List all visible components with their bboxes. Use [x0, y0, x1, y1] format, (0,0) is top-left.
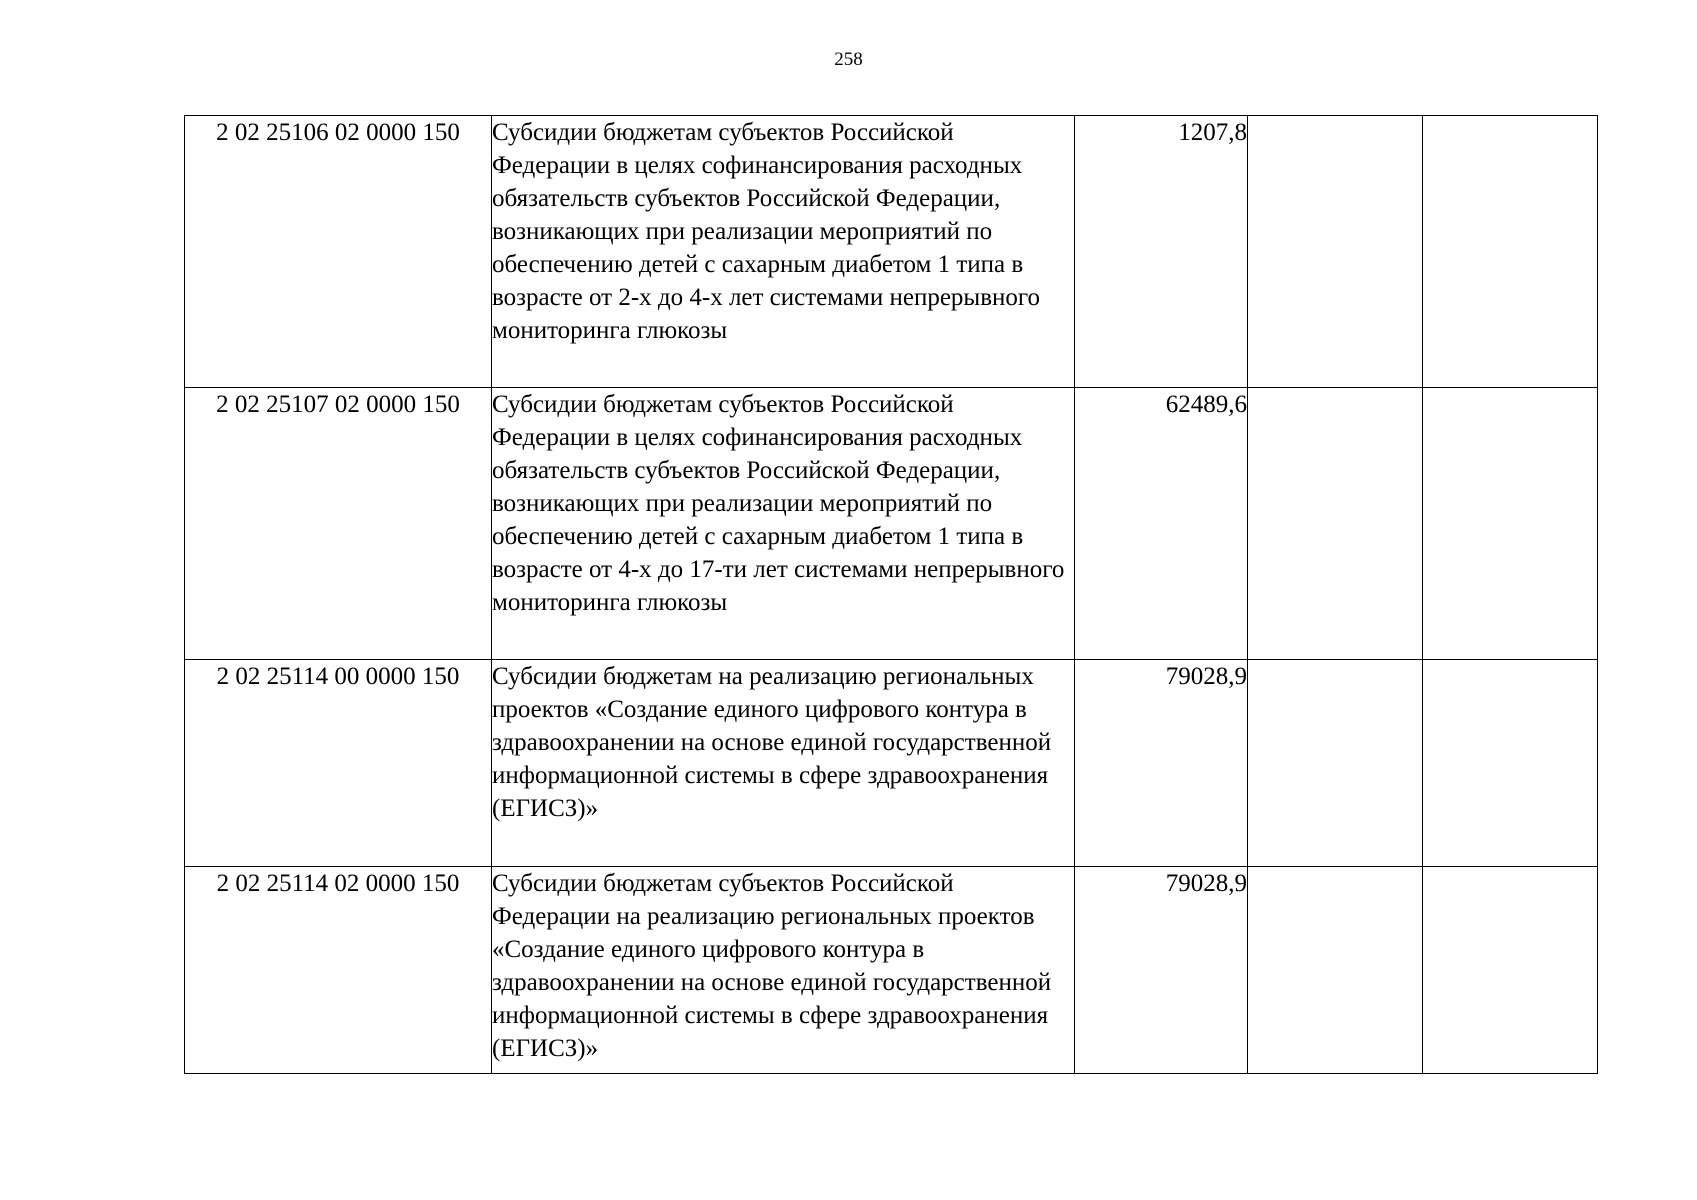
amount-value: 1207,8	[1178, 119, 1247, 146]
description-text: Субсидии бюджетам на реализацию региональных проектов «Создание единого цифрового контура в здравоохранении на основе единой государственной информационной системы в сфере здравоохранения (ЕГИСЗ)»	[492, 663, 1052, 822]
empty-cell	[1248, 867, 1423, 1074]
amount-cell	[1075, 660, 1248, 867]
empty-cell	[1248, 388, 1423, 660]
description-text: Субсидии бюджетам субъектов Российской Федерации на реализацию региональных проектов «Создание единого цифрового контура в здравоохранении на основе единой государственной информационной системы в сфере здравоохранения (ЕГИСЗ)»	[492, 870, 1052, 1062]
empty-cell	[1423, 388, 1598, 660]
table-row	[185, 660, 1598, 867]
budget-code-cell	[185, 867, 492, 1074]
table-row	[185, 116, 1598, 388]
description-cell	[492, 867, 1075, 1074]
description-text: Субсидии бюджетам субъектов Российской Федерации в целях софинансирования расходных обязательств субъектов Российской Федерации, возникающих при реализации мероприятий по обеспечению детей с сахарным диабетом 1 типа в возрасте от 4-х до 17-ти лет системами непрерывного мониторинга глюкозы	[492, 391, 1065, 616]
empty-cell	[1423, 116, 1598, 388]
description-cell	[492, 660, 1075, 867]
budget-code-cell	[185, 116, 492, 388]
empty-cell	[1248, 116, 1423, 388]
page-number: 258	[834, 49, 863, 70]
budget-code: 2 02 25106 02 0000 150	[216, 119, 460, 146]
description-cell	[492, 116, 1075, 388]
budget-table	[184, 115, 1598, 1074]
empty-cell	[1248, 660, 1423, 867]
table-row	[185, 867, 1598, 1074]
budget-code-cell	[185, 660, 492, 867]
description-text: Субсидии бюджетам субъектов Российской Федерации в целях софинансирования расходных обязательств субъектов Российской Федерации, возникающих при реализации мероприятий по обеспечению детей с сахарным диабетом 1 типа в возрасте от 2-х до 4-х лет системами непрерывного мониторинга глюкозы	[492, 119, 1041, 344]
budget-code: 2 02 25107 02 0000 150	[216, 391, 460, 418]
empty-cell	[1423, 660, 1598, 867]
amount-value: 79028,9	[1165, 870, 1247, 897]
amount-cell	[1075, 388, 1248, 660]
empty-cell	[1423, 867, 1598, 1074]
amount-cell	[1075, 867, 1248, 1074]
budget-code-cell	[185, 388, 492, 660]
budget-code: 2 02 25114 02 0000 150	[216, 870, 460, 897]
description-cell	[492, 388, 1075, 660]
amount-value: 79028,9	[1165, 663, 1247, 690]
budget-code: 2 02 25114 00 0000 150	[216, 663, 460, 690]
amount-cell	[1075, 116, 1248, 388]
amount-value: 62489,6	[1165, 391, 1247, 418]
table-row	[185, 388, 1598, 660]
